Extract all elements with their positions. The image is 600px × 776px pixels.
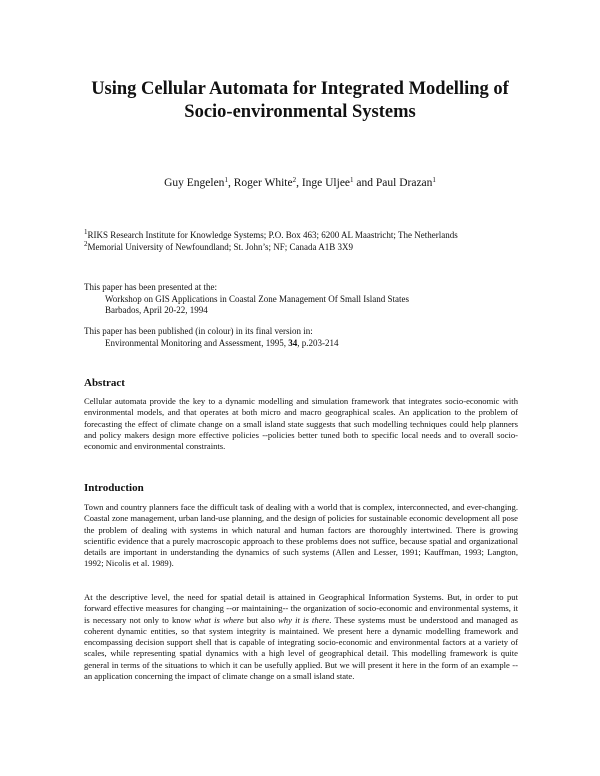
introduction-paragraph-1: Town and country planners face the difficult task of dealing with a world that is complex, interconnected, and ever-changing. Coastal zone management, urban land-use planning, and the design of policies for sustainable economic development all pose the problem of dealing with systems in which natural and human factors are thoroughly intertwined. There is growing scientific evidence that a purely macroscopic approach to these problems does not suffice, because spatial and organizational details are important in understanding the dynamics of such systems (Allen and Lesser, 1991; Kauffman, 1993; Langton, 1992; Nicolis et al. 1989). — [84, 502, 518, 569]
presentation-date: Barbados, April 20-22, 1994 — [105, 305, 208, 316]
author-list — [40, 176, 560, 190]
affiliation-text: Memorial University of Newfoundland; St. John’s; NF; Canada A1B 3X9 — [87, 242, 353, 252]
author-affiliation-mark: 2 — [292, 176, 297, 184]
introduction-heading: Introduction — [84, 482, 144, 494]
publication-citation — [84, 338, 564, 350]
presentation-venue: Workshop on GIS Applications in Coastal Zone Management Of Small Island States — [105, 293, 409, 304]
author-separator: , — [296, 177, 302, 189]
paragraph-text: At the descriptive level, the need for spatial detail is attained in Geographical Information Systems. But, in order to put forward effective measures for changing --or maintaining-- the organization of socio-economic and environmental systems, it is necessary not only to know — [84, 592, 518, 625]
author-separator: , — [227, 177, 234, 189]
author-affiliation-mark: 1 — [224, 176, 228, 184]
affiliation-mark: 2 — [84, 240, 88, 248]
affiliations — [84, 229, 564, 253]
author-name: Paul Drazan — [375, 177, 433, 189]
author-name: Roger White — [233, 177, 293, 189]
journal-volume: 34 — [288, 337, 298, 348]
author-separator: and — [353, 177, 376, 189]
affiliation-item — [84, 229, 564, 241]
presentation-note — [84, 282, 564, 317]
presentation-intro: This paper has been presented at the: — [84, 282, 217, 292]
journal-name: Environmental Monitoring and Assessment, 1995, — [105, 337, 289, 348]
introduction-paragraph-2 — [84, 592, 518, 682]
paper-title — [40, 78, 560, 124]
affiliation-mark: 1 — [84, 228, 88, 236]
paragraph-text: but also — [243, 614, 279, 625]
abstract-text: Cellular automata provide the key to a dynamic modelling and simulation framework that integrates socio-economic with environmental models, and that operates at both micro and macro geographical scales. An application to the problem of forecasting the effect of climate change on a small island state suggests that such modelling techniques could help planners and policy makers design more effective policies --policies better tuned both to specific local needs and to overall socio-economic and environmental constraints. — [84, 396, 518, 452]
affiliation-item — [84, 241, 564, 253]
abstract-heading: Abstract — [84, 377, 125, 389]
author-affiliation-mark: 1 — [350, 176, 354, 184]
title-line-1: Using Cellular Automata for Integrated Modelling of — [91, 79, 509, 99]
affiliation-text: RIKS Research Institute for Knowledge Systems; P.O. Box 463; 6200 AL Maastricht; The Netherlands — [87, 230, 458, 240]
paragraph-text: . These systems must be understood and managed as coherent dynamic entities, so that system integrity is maintained. We present here a dynamic modelling framework and encompassing decision support shell that is capable of integrating socio-economic and environmental factors at a variety of scales, while representing spatial dynamics with a high level of geographical detail. This modelling framework is quite general in terms of the situations to which it can be usefully applied. But we will present it here in the form of an example --an application concerning the impact of climate change on a small island state. — [84, 614, 518, 682]
publication-note — [84, 326, 564, 349]
author-name: Inge Uljee — [301, 177, 351, 189]
publication-intro: This paper has been published (in colour) in its final version in: — [84, 326, 313, 336]
emphasis-text: why it is there — [278, 614, 330, 625]
author-name: Guy Engelen — [164, 177, 225, 189]
journal-pages: , p.203-214 — [297, 337, 339, 348]
title-line-2: Socio-environmental Systems — [184, 102, 416, 122]
author-affiliation-mark: 1 — [432, 176, 436, 184]
emphasis-text: what is where — [194, 614, 244, 625]
